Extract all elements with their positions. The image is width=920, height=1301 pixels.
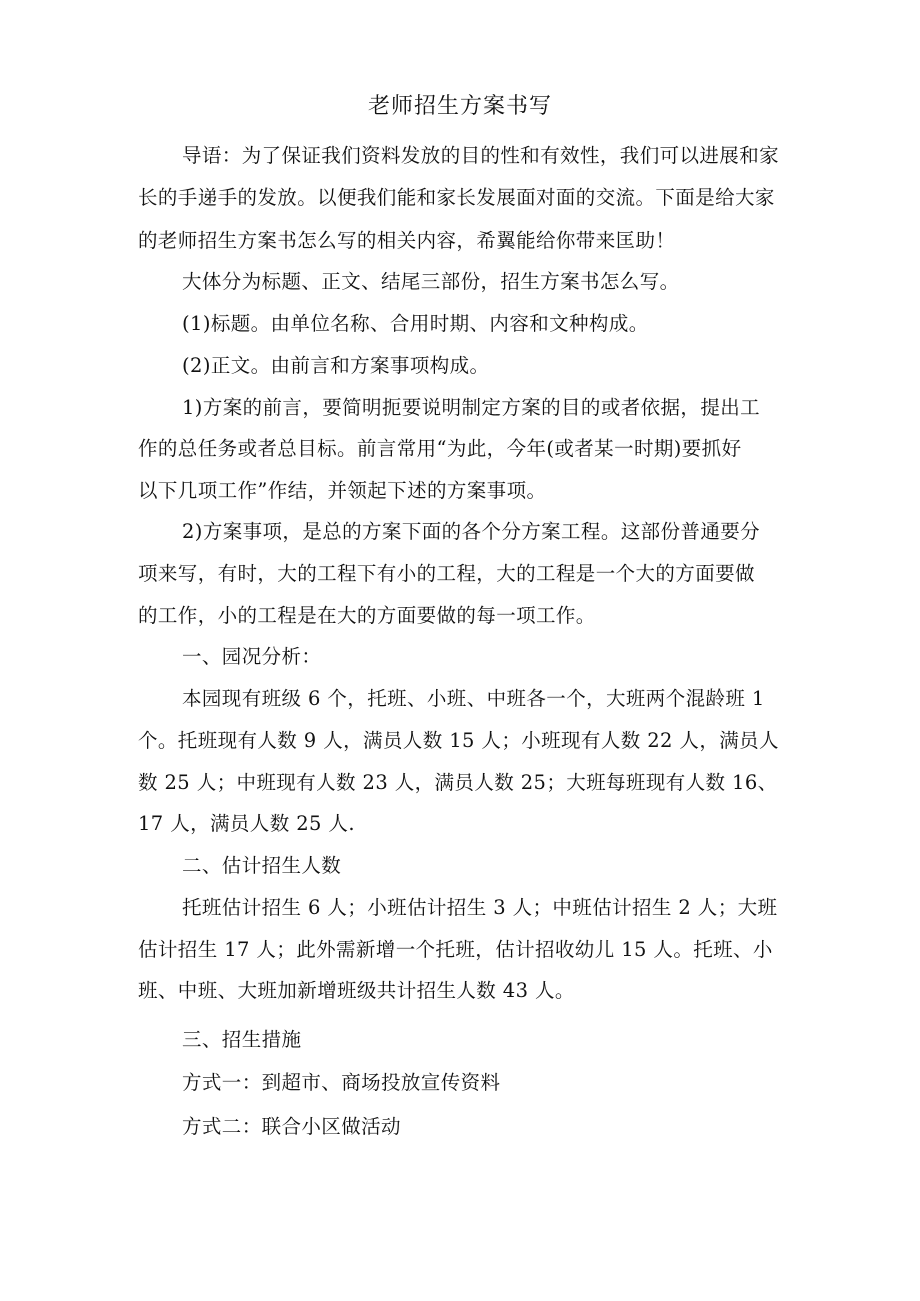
intro-line-1: 导语：为了保证我们资料发放的目的性和有效性，我们可以进展和家 (182, 144, 780, 167)
items-line-2: 项来写，有时，大的工程下有小的工程，大的工程是一个大的方面要做 (138, 562, 755, 585)
analysis-line-4: 17 人，满员人数 25 人. (138, 812, 355, 835)
section-heading-2: 二、估计招生人数 (182, 854, 342, 877)
measure-1: 方式一：到超市、商场投放宣传资料 (182, 1071, 501, 1094)
section-heading-3: 三、招生措施 (182, 1028, 302, 1051)
document-title: 老师招生方案书写 (367, 94, 552, 119)
analysis-line-1: 本园现有班级 6 个，托班、小班、中班各一个，大班两个混龄班 1 (182, 687, 765, 710)
structure-paragraph: 大体分为标题、正文、结尾三部份，招生方案书怎么写。 (182, 270, 680, 293)
preface-line-2: 作的总任务或者总目标。前言常用“为此，今年(或者某一时期)要抓好 (138, 437, 742, 460)
preface-line-3: 以下几项工作”作结，并领起下述的方案事项。 (138, 479, 547, 502)
intro-line-3: 的老师招生方案书怎么写的相关内容，希翼能给你带来匡助！ (138, 229, 676, 252)
title-item: (1)标题。由单位名称、合用时期、内容和文种构成。 (182, 312, 649, 335)
preface-line-1: 1)方案的前言，要简明扼要说明制定方案的目的或者依据，提出工 (182, 396, 761, 419)
analysis-line-2: 个。托班现有人数 9 人，满员人数 15 人；小班现有人数 22 人，满员人 (138, 729, 779, 752)
items-line-3: 的工作，小的工程是在大的方面要做的每一项工作。 (138, 604, 596, 627)
enrollment-line-1: 托班估计招生 6 人；小班估计招生 3 人；中班估计招生 2 人；大班 (182, 896, 778, 919)
measure-2: 方式二：联合小区做活动 (182, 1115, 401, 1138)
items-line-1: 2)方案事项，是总的方案下面的各个分方案工程。这部份普通要分 (182, 520, 761, 543)
section-heading-1: 一、园况分析： (182, 645, 322, 668)
enrollment-line-2: 估计招生 17 人；此外需新增一个托班，估计招收幼儿 15 人。托班、小 (138, 938, 773, 961)
body-item: (2)正文。由前言和方案事项构成。 (182, 354, 490, 377)
analysis-line-3: 数 25 人；中班现有人数 23 人，满员人数 25；大班每班现有人数 16、 (138, 771, 778, 794)
intro-line-2: 长的手递手的发放。以便我们能和家长发展面对面的交流。下面是给大家 (138, 186, 775, 209)
enrollment-line-3: 班、中班、大班加新增班级共计招生人数 43 人。 (138, 979, 575, 1002)
